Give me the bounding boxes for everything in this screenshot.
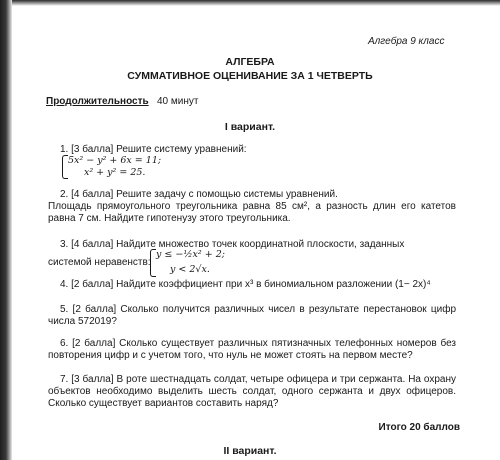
task-3-inequality-1: y ≤ −½x² + 2; xyxy=(156,249,225,260)
task-2-body: Площадь прямоугольного треугольника равна 85 см², а разность длин его катетов равна 7 см. Найдите гипотенузу этого треугольника. xyxy=(48,201,456,224)
task-4-text: 4. [2 балла] Найдите коэффициент при x³ в биномиальном разложении (1− 2x)⁴ xyxy=(60,279,431,290)
variant-2-heading: II вариант. xyxy=(223,445,277,457)
total-points: Итого 20 баллов xyxy=(378,422,460,433)
task-3-system-label: системой неравенств: xyxy=(48,257,151,268)
task-1-equation-2: x² + y² = 25. xyxy=(84,167,146,178)
scan-left-edge xyxy=(0,0,12,460)
duration-line xyxy=(46,96,198,107)
duration-value: 40 минут xyxy=(157,96,199,107)
task-7-content: 7. [3 балла] В роте шестнадцать солдат, четыре офицера и три сержанта. На охрану объектов необходимо выделить шесть солдат, одного сержанта и двух офицеров. Сколько существует вариантов составить наряд? xyxy=(48,374,456,409)
task-5-content: 5. [2 балла] Сколько получится различных чисел в результате перестановок цифр числа 572019? xyxy=(48,304,456,327)
subject-grade-label: Алгебра 9 класс xyxy=(368,36,445,47)
variant-1-heading: I вариант. xyxy=(224,121,276,133)
document-subtitle: СУММАТИВНОЕ ОЦЕНИВАНИЕ ЗА 1 ЧЕТВЕРТЬ xyxy=(127,70,373,82)
task-5-text xyxy=(48,304,456,328)
task-6-text xyxy=(48,338,456,362)
task-7-text xyxy=(48,374,456,410)
scan-top-edge xyxy=(0,0,500,6)
task-6-content: 6. [2 балла] Сколько существует различных пятизначных телефонных номеров без повторения цифр и с учетом того, что нуль не может стоять на первом месте? xyxy=(48,338,456,361)
task-2-heading: 2. [4 балла] Решите задачу с помощью системы уравнений. xyxy=(60,189,338,200)
task-1-equation-1: 5x² − y² + 6x = 11; xyxy=(68,155,162,166)
task-3-heading: 3. [4 балла] Найдите множество точек координатной плоскости, заданных xyxy=(60,239,405,250)
task-1-text: 1. [3 балла] Решите систему уравнений: xyxy=(60,144,247,155)
task-3-inequality-2: y < 2√x. xyxy=(170,264,210,275)
duration-label: Продолжительность xyxy=(46,96,149,107)
document-title: АЛГЕБРА xyxy=(225,56,275,68)
